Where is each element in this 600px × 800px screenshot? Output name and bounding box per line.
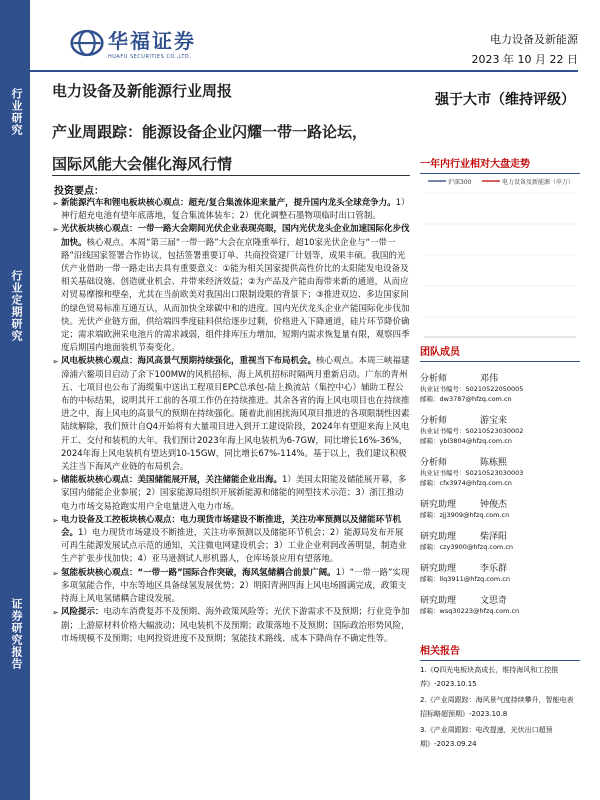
key-point-text: 1）美国太阳能及储能展开幕，多家国内储能企业参展；2）国家能源局组织开展新能源和储能的网型技术示范；3）浙江推动电力市场交易抢跑实用户全电量进入电力市场。 [61,475,407,512]
member-email: 邮箱：wsq30223@hfzq.com.cn [420,607,520,615]
member-name: 游宝来 [480,416,508,426]
chart-box-title: 一年内行业相对大盘走势 [420,159,530,170]
arrow-icon: ➢ [52,357,59,367]
brand-name-en: HUAFU SECURITIES CO.,LTD. [108,54,192,60]
chart-box-divider [420,173,580,174]
related-reports [420,642,580,751]
member-name: 文思奇 [480,596,508,606]
member-email: 邮箱：dw3787@hfzq.com.cn [420,395,512,403]
related-heading: 相关报告 [420,646,460,657]
member-role: 分析师 [420,416,448,426]
key-point-storage [52,474,410,514]
team-member [420,593,580,616]
report-date: 2023 年 10 月 22 日 [471,53,578,66]
member-license: 执业证书编号：S0210522050005 [420,385,524,393]
team-member [420,455,580,488]
member-role: 研究助理 [420,532,457,542]
key-point-hydrogen [52,567,410,607]
relative-performance-box [420,155,580,347]
member-name: 陈栋熙 [480,458,508,468]
brand-name: 华福证券 [108,29,196,53]
member-name: 钟俊杰 [480,500,508,510]
member-name: 柴泽阳 [480,532,508,542]
headline-line-2: 国际风能大会催化海风行情 [52,155,233,173]
member-email: 邮箱：zjj3909@hfzq.com.cn [420,511,510,519]
report-title: 电力设备及新能源行业周报 [52,82,233,100]
team-member [420,413,580,446]
related-divider [420,660,580,661]
header-divider [22,70,578,72]
key-point-heading: 氢能板块核心观点：“一带一路”国际合作突破，海风氢储耦合前景广阔。 [61,567,336,578]
member-name: 邓伟 [480,374,499,384]
team-member [420,371,580,404]
brand-logo [70,25,196,60]
member-role: 分析师 [420,374,448,384]
key-points-heading: 投资要点： [54,186,104,197]
key-point-text: 1）“一带一路”实现多项氢能合作，中东等地区具备绿氢发展优势；2）明阳青洲四海上风电场圆满完成，政策支持海上风电氢储耦合建设发展。 [61,567,410,605]
key-point-text: 核心观点。本周“第三届“一带一路”大会在京隆重举行，超10家光伏企业与“一带一路”沿线国家签署合作协议，包括签署重要订单、共商投资建厂计划等，成果丰硕。我国的光伏产业借助一带一路走出去具有重要意义：①能为相关国家提供高性价比的太阳能发电设备及相关基础设施、创造就业机会、并带来经济效益；②为产品及产能由海带来新的通道，从而应对贸易摩擦和壁垒，尤其在当前欧美对我国出口限制设限的背景下；③推进双边、多边国家间的绿色贸易标准互通互认，从而加快全球碳中和的进度。国内光伏龙头企业产能国际化步伐加快。光伏产业链方面，供给端四季度硅料供给逐步过剩，价格进入下降通道，硅片环节降价确定；需求端欧洲采电池片的需求减弱，组件排库压力增加，短期内需求恢复量有限，观察四季度后期国内地面装机节奏变化。 [61,237,410,354]
key-point-risk [52,606,410,646]
member-license: 执业证书编号：S0210523030003 [420,469,524,477]
headline-line-1: 产业周跟踪：能源设备企业闪耀一带一路论坛， [52,123,368,141]
team-member [420,497,580,520]
report-category: 电力设备及新能源 [490,33,578,46]
key-points-body [52,197,410,646]
page-header [30,0,600,68]
arrow-icon: ➢ [52,225,59,235]
team-heading: 团队成员 [420,347,460,358]
member-role: 分析师 [420,458,448,468]
key-point-wind [52,355,410,474]
member-email: 邮箱：ybl3804@hfzq.com.cn [420,437,512,445]
legend-label-sector: 电力设备及新能源（申万） [502,179,575,186]
arrow-icon: ➢ [52,608,59,618]
key-point-heading: 新能源汽车和锂电板块核心观点：超充/复合集流体迎来量产，提升国内龙头全球竞争力。 [61,198,396,208]
member-email: 邮箱：cfx3974@hfzq.com.cn [420,479,512,487]
key-point-text: 1）电力现货市场建设不断推进，关注功率预测以及储能环节机会；2）能源局发布开展可再生能源发展试点示范的通知，关注微电网建设机会；3）工业企业利润改善明显，制造业生产扩张步伐加快；4）亚马逊测试人形机器人，仓库场景应用有望落地。 [61,528,407,565]
key-point-heading: 电力设备及工控板块核心观点：电力现货市场建设不断推进，关注功率预测以及储能环节机会。 [61,514,402,539]
related-report-link[interactable]: 2.《产业周跟踪：海风景气度持续攀升，智能电表招标略超预期》-2023.10.8 [420,696,574,718]
key-point-heading: 风险提示： [61,607,104,618]
key-point-heading: 风电板块核心观点：海风高景气预期持续强化，重视当下布局机会。 [61,356,317,367]
relative-performance-chart [420,177,580,347]
key-point-heading: 光伏板块核心观点：一带一路大会期间光伏企业表现亮眼，国内光伏龙头企业加速国际化步伐加快。 [61,224,410,248]
key-point-text: 1）神行超充电池有望年底落地，复合集流体装车；2）优化调整石墨物项临时出口管制。 [61,198,410,222]
sidebar-label-securities-report: 证券研究报告 [10,598,23,670]
member-license: 执业证书编号：S0210523030002 [420,427,524,435]
member-name: 李乐群 [480,564,508,574]
team-member [420,561,580,584]
team-member [420,529,580,552]
team-members [420,343,580,616]
member-email: 邮箱：czy3900@hfzq.com.cn [420,543,514,551]
member-role: 研究助理 [420,596,457,606]
member-email: 邮箱：llq3911@hfzq.com.cn [420,575,510,583]
headline [52,116,422,180]
brand-logo-icon [70,26,104,60]
key-point-heading: 储能板块核心观点：美国储能展开展，关注储能企业出海。 [61,475,283,486]
arrow-icon: ➢ [52,476,59,486]
legend-label-hs300: 沪深300 [448,179,472,186]
related-report-link[interactable]: 1.《Q四光电板块高成长，维持海风和工控推荐》-2023.10.15 [420,666,559,688]
arrow-icon: ➢ [52,199,59,208]
key-point-text: 电动车消费复苏不及预期、海外政策风险等；光伏下游需求不及预期；行业竞争加剧；上游原材料价格大幅波动；风电装机不及预期；政策落地不及预期；国际政治形势风险，市场规模不及预期；电网投资进度不及预期；氢能技术路线、成本下降尚存不确定性等。 [61,607,410,644]
sidebar-label-periodic-research: 行业定期研究 [10,270,23,342]
sidebar-label-industry-research: 行业研究 [10,88,23,136]
member-role: 研究助理 [420,564,457,574]
rating: 强于大市（维持评级） [435,92,575,108]
key-point-text: 核心观点。本周三峡福建漳浦六鳌项目启动了余下100MW的风机招标，海上风机招标时隔两月重新启动。广东的青州五、七项目也公布了海缆集中送出工程项目EPC总承包-陆上换流站（集控中心）辅助工程公布的中标结果，说明其开工前的各项工作仍在持续推进。其余各省的海上风电项目也在持续推进之中，海上风电的高景气的预期在持续强化。随着此前困扰海风项目推进的各项限制性因素陆续解除，我们预计自Q4开始将有大量项目进入到开工建设阶段，2024年有望迎来海上风电开工、交付和装机的大年。我们预计2023年海上风电装机为6-7GW，同比增长16%-36%，2024年海上风电装机有望达到10-15GW，同比增长67%-114%。基于以上，我们建议积极关注当下海风产业链的布局机会。 [61,356,410,473]
headline-divider [52,175,410,176]
team-divider [420,361,580,362]
sidebar [0,0,30,800]
related-report-link[interactable]: 3.《产业周跟踪：电改提速，光伏出口超预期》-2023.09.24 [420,726,553,748]
key-point-ev [52,197,410,223]
key-point-power-equipment [52,514,410,567]
arrow-icon: ➢ [52,515,59,525]
chart-svg [420,177,580,347]
arrow-icon: ➢ [52,568,59,578]
key-point-pv [52,223,410,355]
member-role: 研究助理 [420,500,457,510]
